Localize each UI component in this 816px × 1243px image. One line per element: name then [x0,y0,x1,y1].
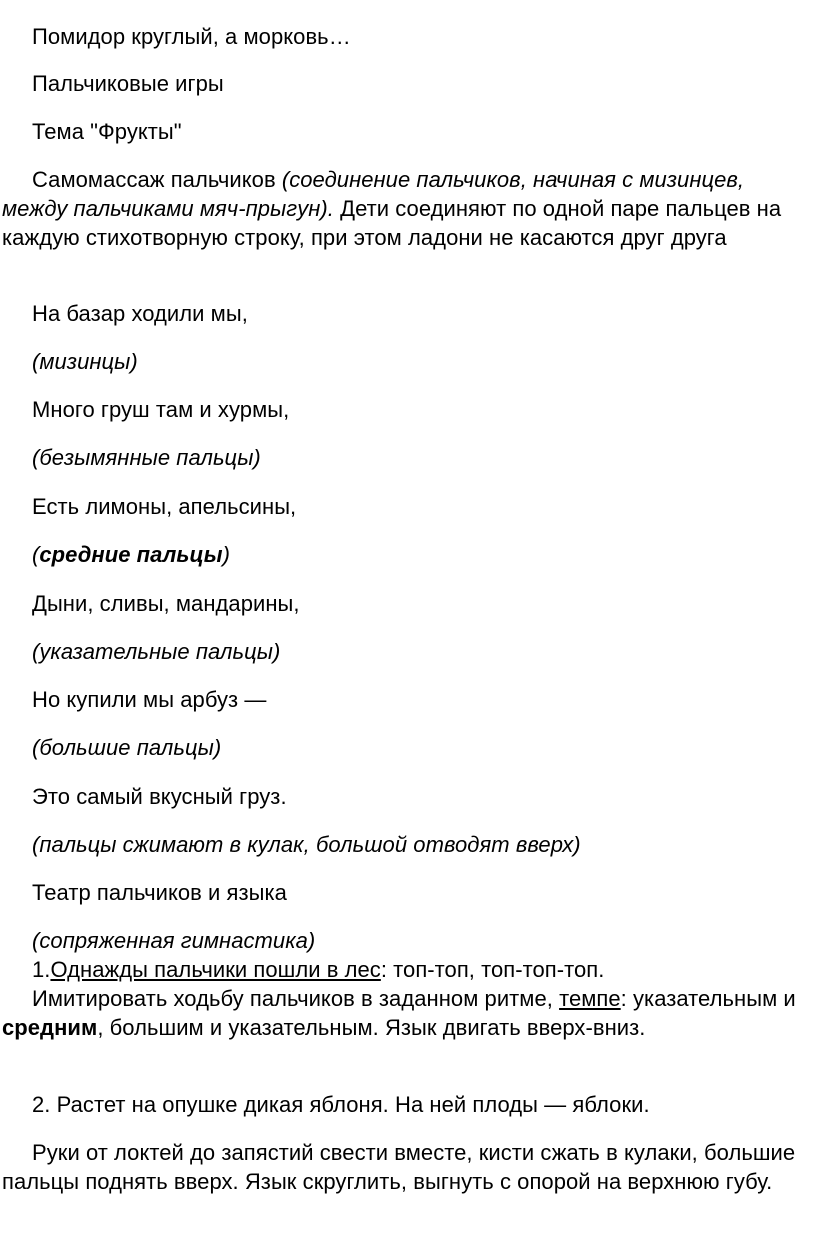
exercise-2-title: 2. Растет на опушке дикая яблоня. На ней плоды — яблоки. [32,1092,650,1117]
verse-note-3-close: ) [222,542,231,567]
exercise-1-desc-b: : указательным и [620,986,796,1011]
self-massage-note: (соединение пальчиков, начиная с мизинцев, между пальчиками мяч-прыгун). [2,167,745,221]
verse-note-3-open: ( [32,542,40,567]
exercise-1-link[interactable]: Однажды пальчики пошли в лес [50,957,381,982]
verse-note-6: (пальцы сжимают в кулак, большой отводят вверх) [32,832,581,857]
self-massage-intro: Самомассаж пальчиков [32,167,282,192]
exercise-1-description [2,984,798,1042]
exercise-2-description: Руки от локтей до запястий свести вместе, кисти сжать в кулаки, большие пальцы поднять вверх. Язык скруглить, выгнуть с опорой на верхнюю губу. [2,1140,796,1194]
topic-line: Тема "Фрукты" [32,119,182,144]
verse-note-2: (безымянные пальцы) [32,445,261,470]
section-heading-finger-games: Пальчиковые игры [32,71,224,96]
exercise-1-rest: : топ-топ, топ-топ-топ. [380,957,605,982]
exercise-1-desc-bold: средним [2,1015,98,1040]
section-subheading: (сопряженная гимнастика) [32,928,316,953]
verse-note-1: (мизинцы) [32,349,138,374]
title-line: Помидор круглый, а морковь… [32,24,351,49]
verse-note-3-bold: средние пальцы [39,542,223,567]
exercise-1-desc-c: , большим и указательным. Язык двигать вверх-вниз. [97,1015,646,1040]
verse-note-3 [2,540,230,569]
verse-note-5: (большие пальцы) [32,735,222,760]
exercise-1-desc-tempo: темпе [559,986,621,1011]
verse-line-2: Много груш там и хурмы, [32,397,290,422]
verse-line-6: Это самый вкусный груз. [32,784,287,809]
exercise-1-title [2,955,604,984]
self-massage-paragraph [2,165,798,252]
verse-line-4: Дыни, сливы, мандарины, [32,591,300,616]
exercise-1-number: 1. [32,957,51,982]
verse-line-5: Но купили мы арбуз — [32,687,267,712]
verse-note-4: (указательные пальцы) [32,639,281,664]
self-massage-instructions: Дети соединяют по одной паре пальцев на каждую стихотворную строку, при этом ладони не касаются друг друга [2,196,782,250]
exercise-1-desc-a: Имитировать ходьбу пальчиков в заданном ритме, [32,986,560,1011]
section-heading-theatre: Театр пальчиков и языка [32,880,287,905]
verse-line-3: Есть лимоны, апельсины, [32,494,297,519]
verse-line-1: На базар ходили мы, [32,301,248,326]
